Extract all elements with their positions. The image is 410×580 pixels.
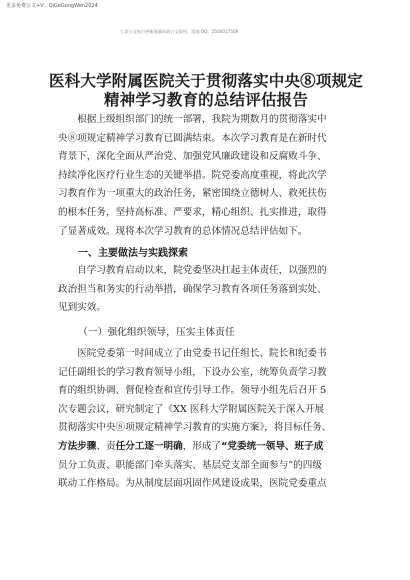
section-paragraph xyxy=(58,262,358,318)
text-line: 联动工作格局。为从制度层面巩固作风建设成果，医院党委重点 xyxy=(58,478,327,490)
watermark-top: 更多免费公文+V：QiGeGongWen2024 xyxy=(6,3,98,9)
text-line: 政治担当和务实的行动举措，确保学习教育各项任务落到实处、 xyxy=(58,283,327,295)
text-line: 记任副组长的学习教育领导小组，下设办公室，统筹负责学习教 xyxy=(58,366,327,378)
intro-paragraph xyxy=(58,111,358,241)
text-line: 了显著成效。现将本次学习教育的总体情况总结评估如下。 xyxy=(58,225,308,237)
text-line: 背景下，深化全面从严治党、加强党风廉政建设和反腐败斗争、 xyxy=(58,151,327,163)
text-run: 、责 xyxy=(96,440,116,452)
text-line: 员分工负责、职能部门牵头落实、基层党支部全面参与”的四级 xyxy=(58,459,322,471)
text-line: 贯彻落实中央⑧项规定精神学习教育的实施方案》，将目标任务、 xyxy=(58,422,332,434)
text-line: 见到实效。 xyxy=(58,302,106,314)
report-title-line-1: 医科大学附属医院关于贯彻落实中央⑧项规定 xyxy=(48,71,363,90)
text-line: 习教育作为一项重大的政治任务，紧密围绕立德树人、救死扶伤 xyxy=(58,188,327,200)
text-line: 持续净化医疗行业生态的关键举措。院党委高度重视，将此次学 xyxy=(58,169,327,181)
text-line: 自学习教育启动以来，院党委坚决扛起主体责任，以强烈的 xyxy=(77,265,327,276)
text-line-mixed xyxy=(58,438,358,457)
text-line: 医院党委第一时间成立了由党委书记任组长、院长和纪委书 xyxy=(77,348,327,359)
bold-phrase: 方法步骤 xyxy=(58,440,97,452)
subsection-paragraph xyxy=(58,345,358,494)
text-run: ，形成了 xyxy=(182,440,222,452)
report-title-line-2: 精神学习教育的总结评估报告 xyxy=(103,90,309,109)
bold-phrase: “党委统一领导、班子成 xyxy=(221,440,324,452)
bold-phrase: 任分工逐一明确 xyxy=(115,440,183,452)
text-line: 央⑧项规定精神学习教育已圆满结束。本次学习教育是在新时代 xyxy=(58,132,327,144)
section-heading: 一、主要做法与实践探索 xyxy=(78,248,188,259)
subsection-heading: （一）强化组织领导，压实主体责任 xyxy=(78,327,235,338)
text-line: 的根本任务，坚持高标准、严要求，精心组织、扎实推进，取得 xyxy=(58,206,327,218)
text-line: 育的组织协调、督促检查和宣传引导工作。领导小组先后召开 5 xyxy=(58,385,327,397)
text-line: 根据上级组织部门的统一部署，我院为期数月的贯彻落实中 xyxy=(77,114,327,125)
text-line: 次专题会议，研究制定了《XX 医科大学附属医院关于深入开展 xyxy=(58,403,325,415)
watermark-subline: 七哥公文每日更新海量时政公文资料，添加 QQ：2500017509 xyxy=(120,29,239,34)
